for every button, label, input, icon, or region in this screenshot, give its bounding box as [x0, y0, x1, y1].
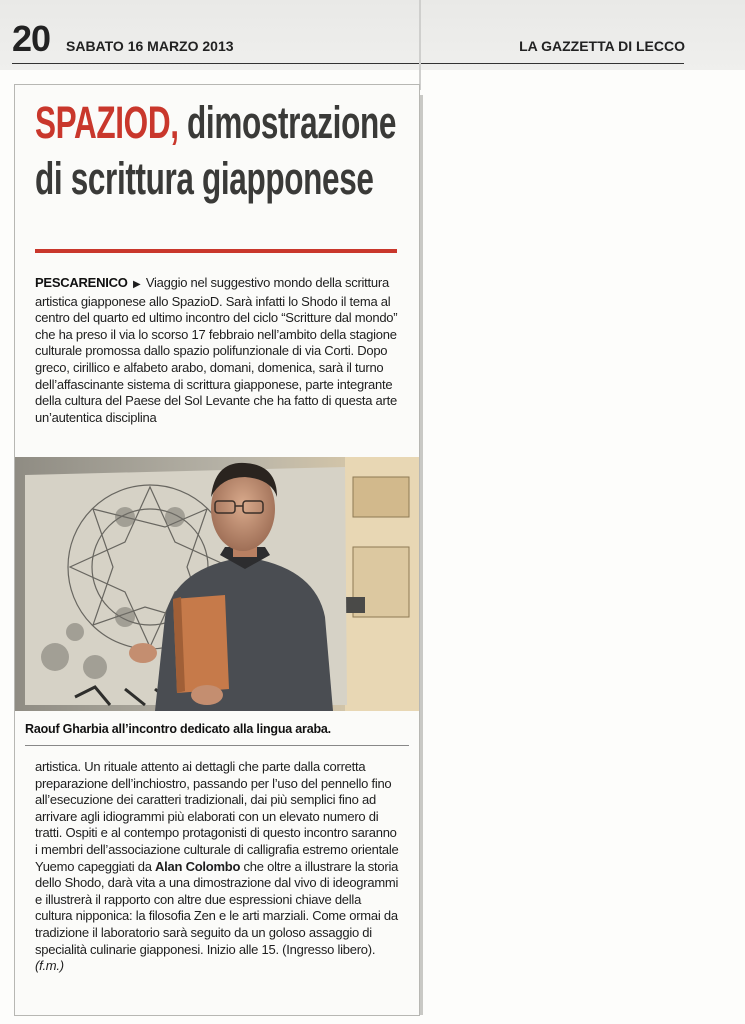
continuation-text-1: artistica. Un rituale attento ai dettagli che parte dalla corretta preparazione dell’inchiostro, passando per l’uso del pennello fino all’esecuzione dei caratteri tradizionali, dai più semplici fino ad arrivare agli idiogrammi più elaborati con un elevato numero di tratti. Ospiti e al contempo protagonisti di questo incontro saranno i membri dell’associazione culturale di calligrafia estremo orientale Yuemo capeggiati da: [35, 759, 399, 874]
newspaper-masthead: LA GAZZETTA DI LECCO: [519, 38, 685, 54]
clipping-shadow: [420, 95, 423, 1015]
page-header-band: [0, 0, 745, 70]
page-number: 20: [12, 18, 51, 59]
column-separator: [419, 0, 421, 90]
headline-line-1: [35, 95, 397, 151]
article-headline: [35, 95, 397, 207]
headline-line-1-rest: dimostrazione: [178, 97, 397, 148]
article-lead-paragraph: [35, 275, 401, 426]
article-clipping: [14, 84, 420, 1016]
continuation-text-2: che oltre a illustrare la storia dello Shodo, darà vita a una dimostrazione dal vivo di ideogrammi e illustrerà il rapporto con altre due espressioni chiave della cultura nipponica: la filosofia Zen e le arti marziali. Come ormai da tradizione il laboratorio sarà seguito da un goloso assaggio di specialità culinarie giapponesi. Inizio alle 15. (Ingresso libero).: [35, 858, 399, 957]
header-rule: [12, 63, 684, 64]
article-continuation-paragraph: [35, 759, 401, 975]
author-initials: (f.m.): [35, 958, 64, 974]
headline-rule: [35, 249, 397, 253]
lead-text: Viaggio nel suggestivo mondo della scrittura artistica giapponese allo SpazioD. Sarà infatti lo Shodo il tema al centro del quarto ed ultimo incontro del ciclo “Scritture dal mondo” che ha preso il via lo scorso 17 febbraio nell’ambito della stagione culturale promossa dallo spazio polifunzionale di via Corti. Dopo greco, cirillico e alfabeto arabo, domani, domenica, sarà il turno dell’affascinante sistema di scrittura giapponese, parte integrante della cultura del Paese del Sol Levante che ha fatto di questa arte un’autentica disciplina: [35, 275, 398, 425]
caption-rule: [25, 745, 409, 746]
photo-caption: Raouf Gharbia all’incontro dedicato alla lingua araba.: [25, 722, 331, 736]
article-photo: [15, 457, 419, 711]
photo-illustration: [15, 457, 419, 711]
issue-date: SABATO 16 MARZO 2013: [66, 38, 234, 54]
highlighted-name: Alan Colombo: [155, 858, 241, 874]
headline-red-word: SPAZIOD,: [35, 97, 179, 148]
article-kicker: PESCARENICO: [35, 275, 128, 290]
headline-line-2: di scrittura giapponese: [35, 153, 374, 204]
play-arrow-icon: ▶: [132, 279, 141, 290]
